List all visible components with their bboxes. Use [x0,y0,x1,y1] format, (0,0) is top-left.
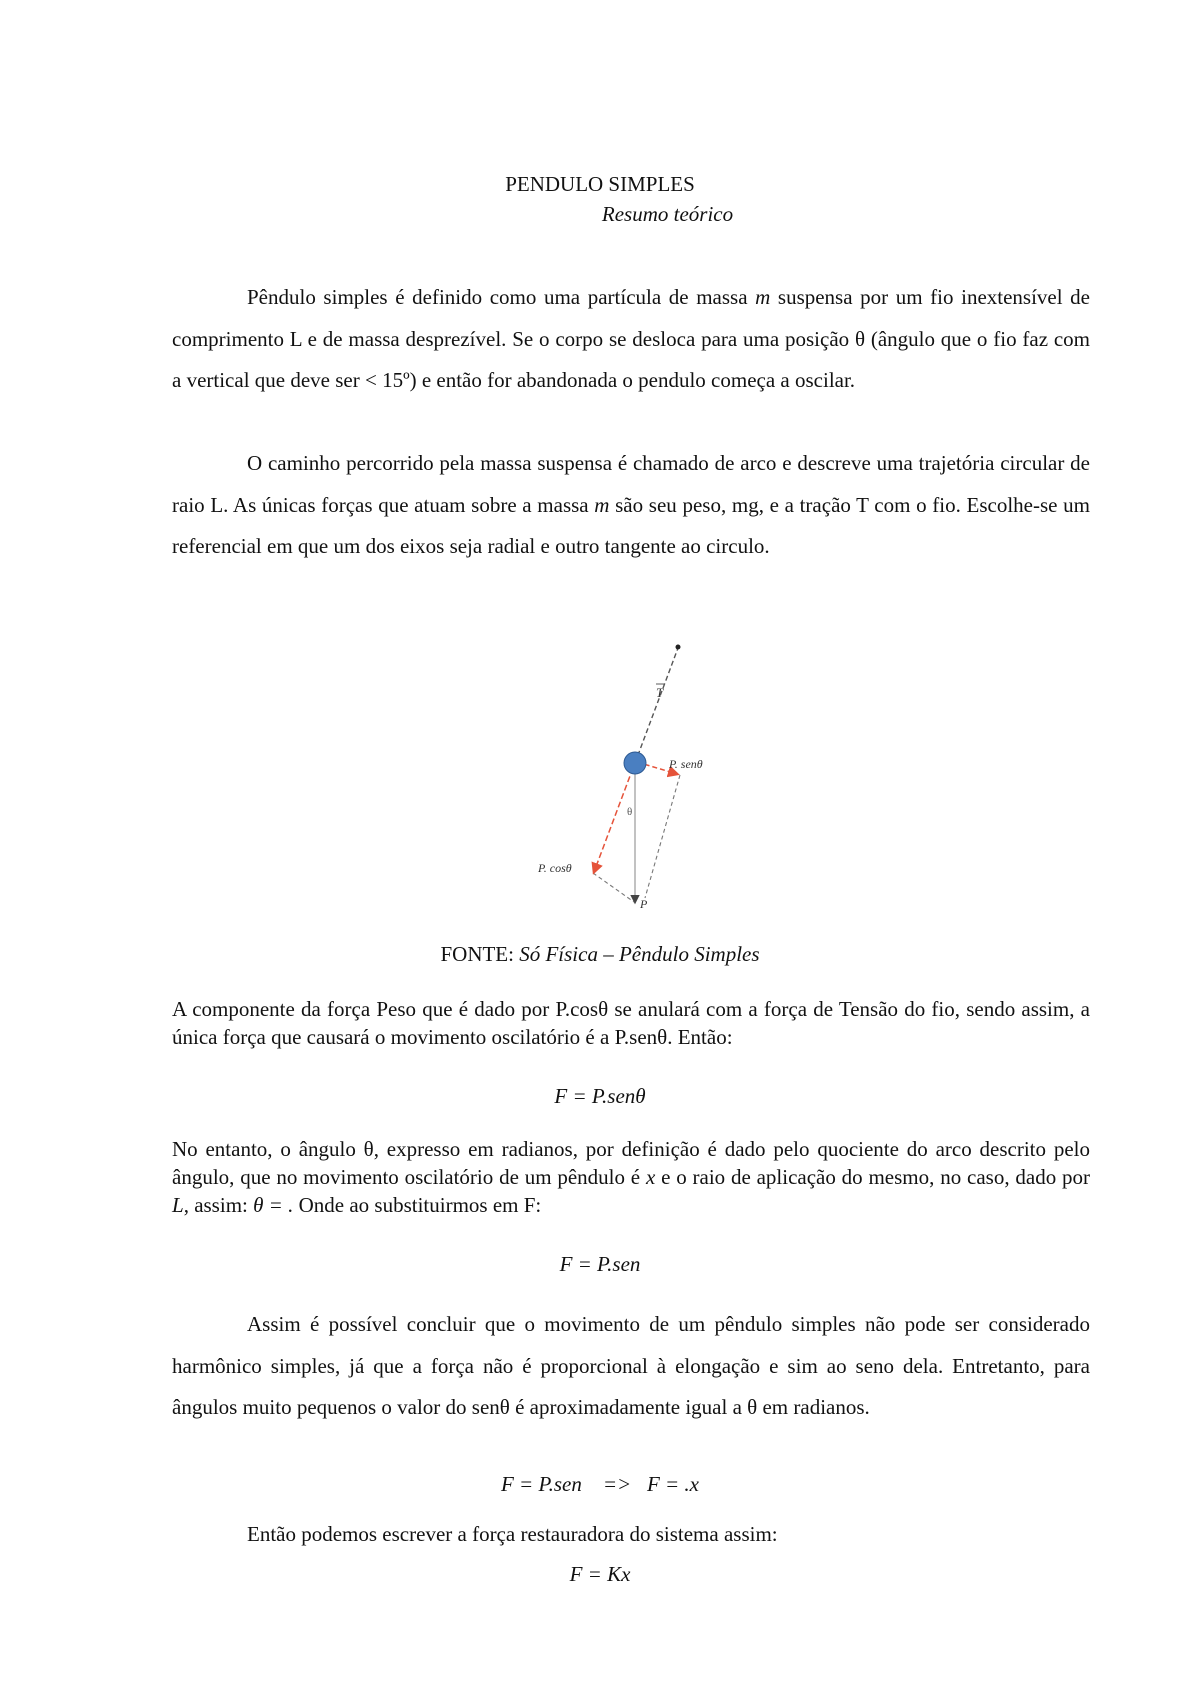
pendulum-bob [624,752,646,774]
caption-source: Só Física – Pêndulo Simples [519,942,760,966]
variable-m: m [755,285,771,309]
figure-caption: FONTE: Só Física – Pêndulo Simples [440,942,760,966]
paragraph-components: A componente da força Peso que é dado por P.cosθ se anulará com a força de Tensão do fio, sendo assim, a única força que causará o movimento oscilatório é a P.senθ. Então: [172,997,1090,1049]
label-p-cos: P. cosθ [538,861,572,875]
paragraph-radians: No entanto, o ângulo θ, expresso em radianos, por definição é dado pelo quociente do arco descrito pelo ângulo, que no movimento oscilatório de um pêndulo é x e o raio de aplicação do mesmo, no caso, dado por L, assim: θ = . Onde ao substituirmos em F: [172,1137,1090,1217]
label-weight: P [640,897,648,911]
paragraph-definition: Pêndulo simples é definido como uma partícula de massa m suspensa por um fio inextensível de comprimento L e de massa desprezível. Se o corpo se desloca para uma posição θ (ângulo que o fio faz com a vertical que deve ser < 15º) e então for abandonada o pendulo começa a oscilar. [172,285,1091,392]
parallelogram-edge [645,775,680,898]
parallelogram-edge [593,873,634,902]
p-cos-vector [594,768,633,872]
page-subtitle: Resumo teórico [601,202,734,226]
equation-approximation: F = P.sen => F = .x [500,1472,700,1496]
page-title: PENDULO SIMPLES [505,172,695,196]
pendulum-force-diagram [530,640,750,915]
pivot-point [676,645,681,650]
string-line [635,648,678,763]
equation-force-sen: F = P.sen [559,1252,641,1276]
label-theta: θ [627,806,633,818]
paragraph-forces: O caminho percorrido pela massa suspensa é chamado de arco e descreve uma trajetória circular de raio L. As únicas forças que atuam sobre a massa m são seu peso, mg, e a tração T com o fio. Escolhe-se um referencial em que um dos eixos seja radial e outro tangente ao circulo. [172,451,1090,558]
variable-x: x [645,1165,656,1189]
equation-restoring-force: F = Kx [569,1562,631,1586]
equation-force: F = P.senθ [554,1084,646,1108]
label-p-sen: P. senθ [669,757,703,771]
paragraph-restoring-force: Então podemos escrever a força restauradora do sistema assim: [247,1522,778,1546]
theta-expression: θ = . [253,1193,294,1217]
paragraph-conclusion: Assim é possível concluir que o movimento de um pêndulo simples não pode ser considerado harmônico simples, já que a força não é proporcional à elongação e sim ao seno dela. Entretanto, para ângulos muito pequenos o valor do senθ é aproximadamente igual a θ em radianos. [172,1312,1090,1419]
variable-l: L [172,1193,184,1217]
label-tension: T [656,685,664,700]
variable-m: m [594,492,610,517]
